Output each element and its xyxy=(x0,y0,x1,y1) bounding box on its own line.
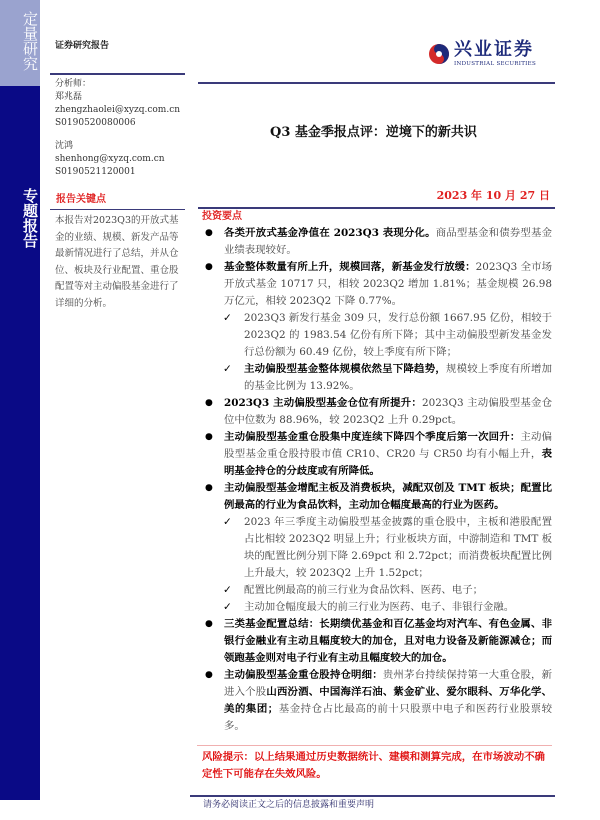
point-highlight: 各类开放式基金净值在 2023Q3 表现分化。 xyxy=(224,227,436,239)
analyst-email[interactable]: shenhong@xyzq.com.cn xyxy=(55,154,165,164)
bullet-icon: ● xyxy=(205,619,213,629)
point-highlight: 山西汾酒、中国海洋石油、紫金矿业、爱尔眼科、万华化学、美的集团； xyxy=(224,686,553,715)
bullet-icon: ● xyxy=(205,483,213,493)
check-icon: ✓ xyxy=(223,363,232,375)
investment-point xyxy=(205,225,552,259)
analyst-name: 郑兆磊 xyxy=(55,92,83,102)
bullet-icon: ● xyxy=(205,670,213,680)
main-column xyxy=(202,225,553,820)
point-highlight: 主动偏股型基金增配主板及消费板块，减配双创及 TMT 板块；配置比例最高的行业为食品饮料，主动加仓幅度最高的行业为医药。 xyxy=(224,482,552,511)
key-points-text: 本报告对2023Q3的开放式基金的业绩、规模、新发产品等最新情况进行了总结，并从仓位、板块及行业配置、重仓股配置等对主动偏股基金进行了详细的分析。 xyxy=(55,215,179,309)
point-text: 商品型基金和债券型基金业绩表现较好。 xyxy=(224,227,553,256)
divider xyxy=(198,82,555,84)
point-highlight: 基金整体数量有所上升，规模回落，新基金发行放缓： xyxy=(224,261,476,273)
footer-disclaimer: 请务必阅读正文之后的信息披露和重要声明 xyxy=(203,800,375,810)
divider xyxy=(197,745,552,746)
point-highlight: 2023Q3 主动偏股型基金仓位有所提升： xyxy=(224,397,423,409)
investment-point xyxy=(205,429,552,480)
investment-point xyxy=(205,361,552,395)
bullet-icon: ● xyxy=(205,432,213,442)
investment-point xyxy=(205,616,552,667)
bullet-icon: ● xyxy=(205,228,213,238)
investment-points xyxy=(205,225,552,735)
footer-divider xyxy=(190,795,555,797)
investment-point xyxy=(205,310,552,361)
point-highlight: 主动偏股型基金重仓股集中度连续下降四个季度后第一次回升： xyxy=(224,431,521,443)
sidebar-report-type: 专题报告 xyxy=(21,188,39,248)
investment-point xyxy=(205,395,552,429)
point-text: 2023 年三季度主动偏股型基金披露的重仓股中，主板和港股配置占比相较 2023Q2 明显上升；行业板块方面，中游制造和 TMT 板块的配置比例分别下降 2.69pct 和 2.72pct；而消费板块配置比例上升最大，较 2023Q2 上升 1.52pct； xyxy=(244,516,552,579)
point-text: 主动加仓幅度最大的前三行业为医药、电子、非银行金融。 xyxy=(244,601,515,613)
point-text: 基金持仓占比最高的前十只股票中电子和医药行业股票较多。 xyxy=(224,703,553,732)
point-text: 2023Q3 全市场开放式基金 10717 只，相较 2023Q2 增加 1.81%；基金规模 26.98 万亿元，相较 2023Q2 下降 0.77%。 xyxy=(224,261,552,307)
investment-point xyxy=(205,599,552,616)
point-highlight: 三类基金配置总结：长期绩优基金和百亿基金均对汽车、有色金属、非银行金融业有主动且幅度较大的加仓，且对电力设备及新能源减仓；而领跑基金则对电子行业有主动且幅度较大的加仓。 xyxy=(224,618,552,664)
analyst-email[interactable]: zhengzhaolei@xyzq.com.cn xyxy=(55,105,181,115)
analyst-info xyxy=(55,78,180,179)
point-text: 2023Q3 主动偏股型基金仓位中位数为 88.96%，较 2023Q2 上升 0.29pct。 xyxy=(224,397,552,426)
risk-warning: 风险提示：以上结果通过历史数据统计、建模和测算完成，在市场波动不确定性下可能存在失效风险。 xyxy=(202,751,545,780)
point-text: 2023Q3 新发行基金 309 只，发行总份额 1667.95 亿份，相较于 2023Q2 的 1983.54 亿份有所下降；其中主动偏股型新发基金发行总份额为 60.49 亿份，较上季度有所下降； xyxy=(244,312,552,358)
analyst-label: 分析师： xyxy=(55,79,92,89)
investment-point xyxy=(205,259,552,310)
bullet-icon: ● xyxy=(205,262,213,272)
point-highlight: 表明基金持仓的分歧度或有所降低。 xyxy=(224,448,552,477)
divider xyxy=(198,207,555,209)
analyst-name: 沈鸿 xyxy=(55,141,74,151)
check-icon: ✓ xyxy=(223,601,232,613)
sidebar-category: 定量研究 xyxy=(21,11,39,71)
point-text: 主动偏股型基金重仓股持股市值 CR10、CR20 与 CR50 均有小幅上升， xyxy=(224,431,553,460)
investment-point xyxy=(205,514,552,582)
analyst-cert: S0190520080006 xyxy=(55,118,136,128)
investment-point xyxy=(205,582,552,599)
logo-text: 兴业证券 xyxy=(454,39,534,60)
analyst-cert: S0190521120001 xyxy=(55,167,136,177)
page-title: Q3 基金季报点评：逆境下的新共识 xyxy=(270,125,477,140)
point-text: 配置比例最高的前三行业为食品饮料、医药、电子； xyxy=(244,584,483,596)
company-logo xyxy=(428,40,536,68)
investment-point xyxy=(205,667,552,735)
investment-heading: 投资要点 xyxy=(202,211,242,222)
check-icon: ✓ xyxy=(223,516,232,528)
divider xyxy=(50,209,185,210)
key-points-heading: 报告关键点 xyxy=(56,194,106,205)
divider xyxy=(50,73,185,75)
bullet-icon: ● xyxy=(205,398,213,408)
report-type: 证券研究报告 xyxy=(55,41,110,51)
check-icon: ✓ xyxy=(223,584,232,596)
logo-subtext: INDUSTRIAL SECURITIES xyxy=(454,61,537,67)
point-highlight: 主动偏股型基金重仓股持仓明细： xyxy=(224,669,383,681)
investment-point xyxy=(205,480,552,514)
check-icon: ✓ xyxy=(223,312,232,324)
report-date: 2023 年 10 月 27 日 xyxy=(436,189,550,202)
logo-icon xyxy=(428,40,450,68)
point-highlight: 主动偏股型基金整体规模依然呈下降趋势， xyxy=(244,363,446,375)
point-text: 贵州茅台持续保持第一大重仓股，新进入个股 xyxy=(224,669,553,698)
point-text: 规模较上季度有所增加的基金比例为 13.92%。 xyxy=(244,363,553,392)
